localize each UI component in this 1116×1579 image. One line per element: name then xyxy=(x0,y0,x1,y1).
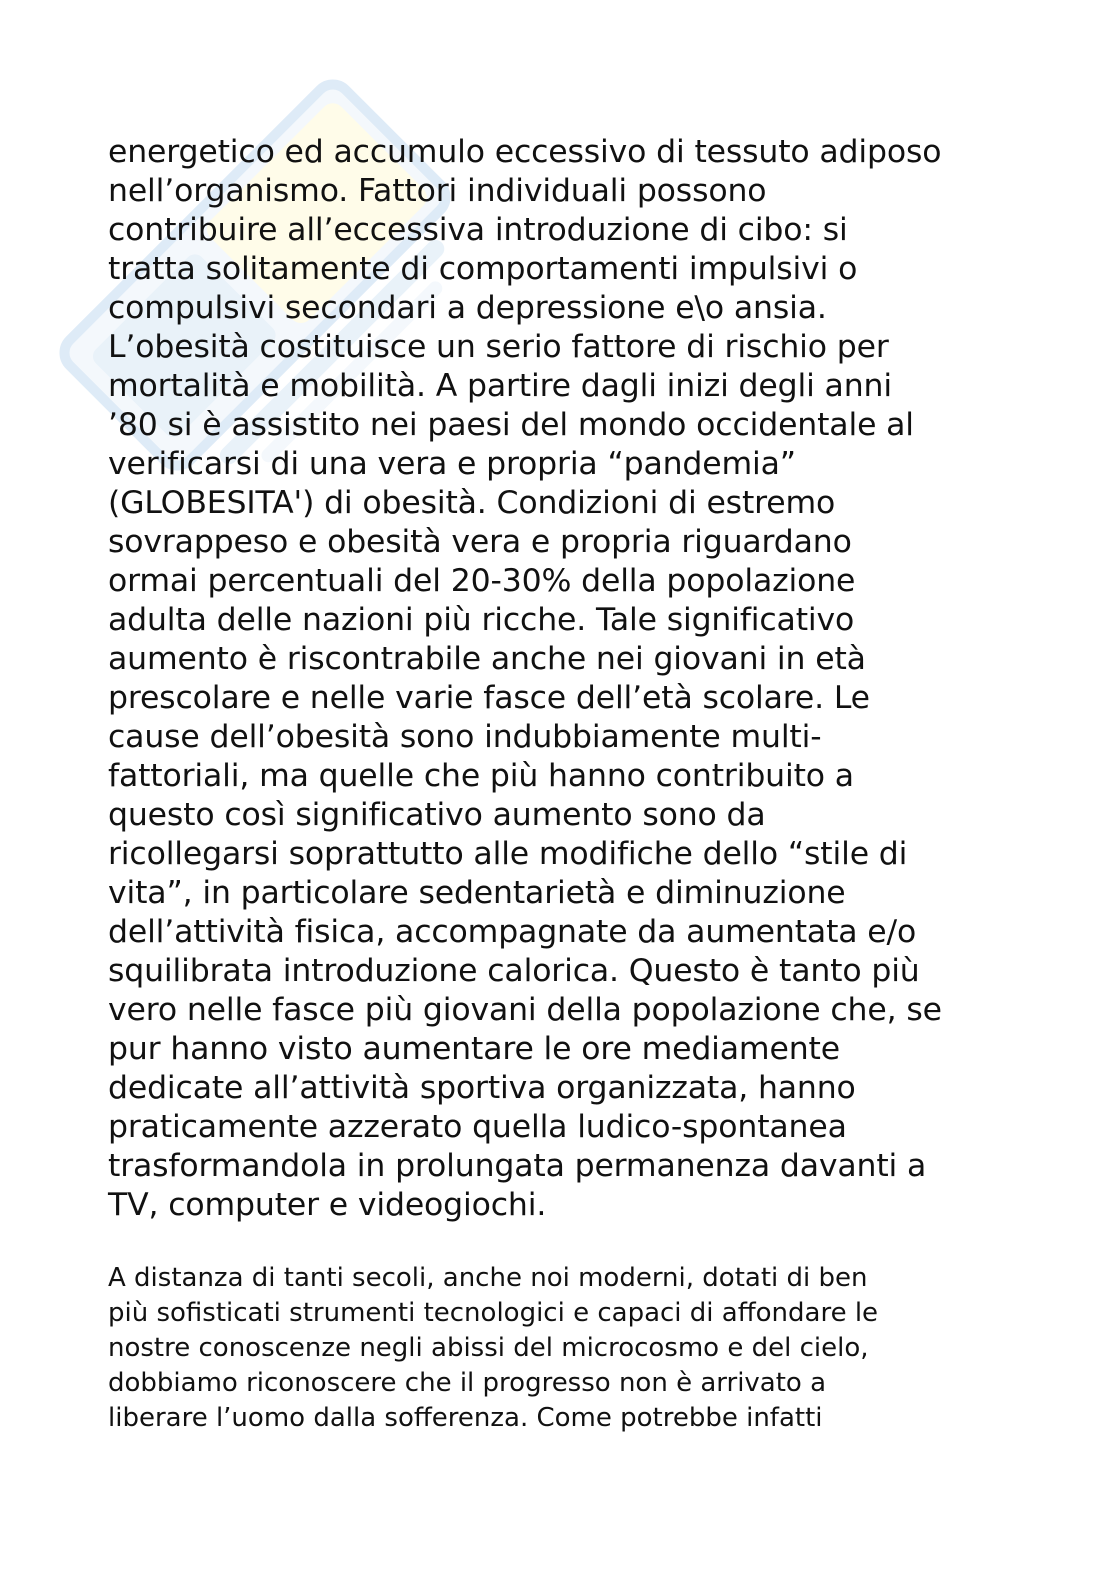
text-line: dedicate all’attività sportiva organizzata, hanno xyxy=(108,1070,856,1106)
text-line: questo così significativo aumento sono da xyxy=(108,797,766,833)
text-line: dell’attività fisica, accompagnate da aumentata e/o xyxy=(108,914,917,950)
text-line: aumento è riscontrabile anche nei giovani in età xyxy=(108,641,866,677)
text-line: compulsivi secondari a depressione e\o ansia. xyxy=(108,290,827,326)
text-line: sovrappeso e obesità vera e propria riguardano xyxy=(108,524,852,560)
text-line: vero nelle fasce più giovani della popolazione che, se xyxy=(108,992,942,1028)
text-line: adulta delle nazioni più ricche. Tale significativo xyxy=(108,602,855,638)
text-line: vita”, in particolare sedentarietà e diminuzione xyxy=(108,875,846,911)
text-line: TV, computer e videogiochi. xyxy=(108,1187,547,1223)
text-line: contribuire all’eccessiva introduzione di cibo: si xyxy=(108,212,848,248)
text-line: ’80 si è assistito nei paesi del mondo occidentale al xyxy=(108,407,914,443)
text-line: ormai percentuali del 20-30% della popolazione xyxy=(108,563,856,599)
text-line: pur hanno visto aumentare le ore mediamente xyxy=(108,1031,840,1067)
text-line: (GLOBESITA') di obesità. Condizioni di estremo xyxy=(108,485,836,521)
text-line: prescolare e nelle varie fasce dell’età scolare. Le xyxy=(108,680,870,716)
text-line: mortalità e mobilità. A partire dagli inizi degli anni xyxy=(108,368,892,404)
text-line: fattoriali, ma quelle che più hanno contribuito a xyxy=(108,758,854,794)
text-line: più sofisticati strumenti tecnologici e capaci di affondare le xyxy=(108,1298,879,1328)
text-line: ricollegarsi soprattutto alle modifiche dello “stile di xyxy=(108,836,908,872)
text-line: energetico ed accumulo eccessivo di tessuto adiposo xyxy=(108,134,942,170)
text-line: tratta solitamente di comportamenti impulsivi o xyxy=(108,251,858,287)
text-line: L’obesità costituisce un serio fattore di rischio per xyxy=(108,329,889,365)
text-line: nell’organismo. Fattori individuali possono xyxy=(108,173,767,209)
text-line: praticamente azzerato quella ludico-spontanea xyxy=(108,1109,847,1145)
text-line: trasformandola in prolungata permanenza davanti a xyxy=(108,1148,927,1184)
text-line: cause dell’obesità sono indubbiamente multi- xyxy=(108,719,822,755)
text-line: squilibrata introduzione calorica. Questo è tanto più xyxy=(108,953,920,989)
text-line: A distanza di tanti secoli, anche noi moderni, dotati di ben xyxy=(108,1263,868,1293)
text-line: liberare l’uomo dalla sofferenza. Come potrebbe infatti xyxy=(108,1403,823,1433)
text-line: verificarsi di una vera e propria “pandemia” xyxy=(108,446,796,482)
text-line: nostre conoscenze negli abissi del microcosmo e del cielo, xyxy=(108,1333,869,1363)
text-line: dobbiamo riconoscere che il progresso non è arrivato a xyxy=(108,1368,827,1398)
